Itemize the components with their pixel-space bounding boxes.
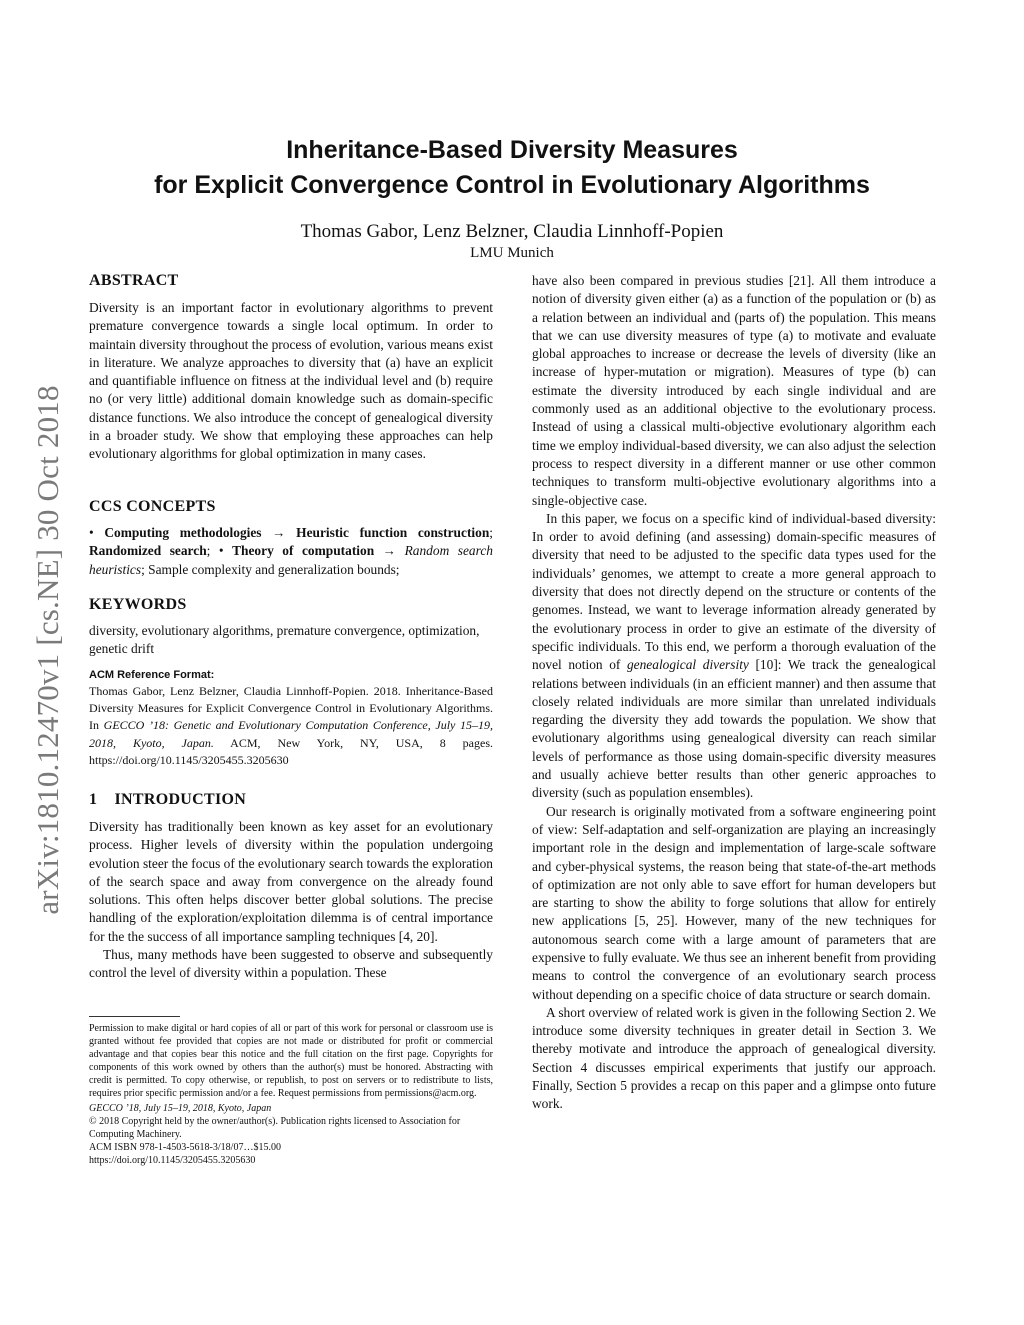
copyright-line: © 2018 Copyright held by the owner/author(s). Publication rights licensed to Association for Computing Machinery. [89, 1116, 461, 1140]
permission-text: Permission to make digital or hard copies of all or part of this work for personal or classroom use is granted without fee provided that copies are not made or distributed for profit or commercial advantage and that copies bear this notice and the full citation on the first page. Copyrights for components of this work owned by others than the author(s) must be honored. Abstracting with credit is permitted. To copy otherwise, or republish, to post on servers or to redistribute to lists, requires prior specific permission and/or a fee. Request permissions from permissions@acm.org. [89, 1023, 493, 1099]
acm-reference-label: ACM Reference Format: [89, 669, 215, 681]
affiliation: LMU Munich [470, 245, 554, 261]
arxiv-identifier: arXiv:1810.12470v1 [cs.NE] 30 Oct 2018 [30, 385, 65, 915]
abstract-text: Diversity is an important factor in evolutionary algorithms to prevent premature convergence towards a single local optimum. In order to maintain diversity throughout the process of evolution, various means exist in literature. We analyze approaches to diversity that (a) have an explicit and quantifiable influence on fitness at the individual level and (b) require no (or very little) additional domain knowledge such as domain-specific distance functions. We also introduce the concept of genealogical diversity in a broader study. We show that employing these approaches can help evolutionary algorithms for global optimization in many cases. [89, 300, 493, 462]
ccs-rest: ; Sample complexity and generalization bounds; [141, 561, 400, 577]
ccs-item-computing-methodologies: Computing methodologies → Heuristic function construction [104, 525, 490, 540]
acm-reference-venue: GECCO ’18: Genetic and Evolutionary Computation Conference, July 15–19, 2018, Kyoto, Japan. [89, 718, 494, 750]
ccs-bullet: • [218, 543, 233, 559]
ccs-separator: ; [206, 543, 219, 559]
introduction-paragraph-2: Thus, many methods have been suggested to observe and subsequently control the level of diversity within a population. These [89, 947, 493, 981]
author-list: Thomas Gabor, Lenz Belzner, Claudia Linnhoff-Popien [300, 221, 724, 242]
ccs-concepts-text [89, 524, 493, 579]
abstract-heading: ABSTRACT [89, 272, 179, 289]
acm-reference-section [89, 667, 493, 769]
doi-link[interactable]: https://doi.org/10.1145/3205455.3205630 [89, 1155, 256, 1166]
right-paragraph-1: have also been compared in previous studies [21]. All them introduce a notion of diversity given either (a) as a function of the population or (b) as a relation between an individual and (parts of) the population. This means that we can use diversity measures of type (a) to motivate and evaluate global approaches to increase or decrease the levels of diversity (like an increase of hyper-mutation or migration). Measures of type (b) can estimate the diversity introduced by each single individual and are commonly used as an additional objective to the evolutionary process. Instead of using a classical multi-objective evolutionary algorithm each time we employ individual-based diversity, we can also adjust the selection process to respect diversity in a different manner or use other common techniques to transform multi-objective evolutionary algorithms into a single-objective case. [532, 273, 936, 508]
right-paragraph-2-end: [10]: We track the genealogical relations between individuals (in an efficient manner) and then assume that closely related individuals are more similar than unrelated individuals regarding the diversity they add towards the population. We show that evolutionary algorithms using genealogical diversity can reach similar levels of performance as those using domain-specific diversity measures and usually achieve better results than other generic approaches to diversity (such as population ensembles). [532, 657, 936, 801]
acm-reference-authors: Thomas Gabor, Lenz Belzner, Claudia Linnhoff-Popien. 2018. Inheritance-Based Diversity Measures for Explicit Convergence Control in Evolutionary Algorithms. In [89, 684, 493, 733]
keywords-section [89, 595, 493, 659]
introduction-heading: 1 INTRODUCTION [89, 791, 247, 808]
ccs-heading: CCS CONCEPTS [89, 498, 216, 515]
acm-reference-text [89, 683, 493, 769]
title-line-2: for Explicit Convergence Control in Evolutionary Algorithms [154, 171, 870, 199]
genealogical-diversity-term: genealogical diversity [626, 657, 749, 673]
introduction-section [89, 790, 493, 983]
title-line-1: Inheritance-Based Diversity Measures [286, 136, 738, 164]
ccs-item-randomized-search: Randomized search [89, 543, 207, 559]
right-paragraph-2 [532, 510, 936, 803]
isbn-line: ACM ISBN 978-1-4503-5618-3/18/07…$15.00 [89, 1142, 281, 1153]
ccs-concepts-section [89, 497, 493, 579]
conference-line: GECCO ’18, July 15–19, 2018, Kyoto, Japan [89, 1103, 272, 1114]
ccs-bullet: • [89, 525, 105, 540]
abstract-section [89, 271, 493, 464]
ccs-arrow: → [374, 543, 405, 559]
right-column [532, 272, 936, 1114]
permission-notice [89, 1018, 493, 1167]
paper-title [0, 133, 1024, 203]
ccs-item-theory-of-computation: Theory of computation [232, 543, 375, 559]
keywords-heading: KEYWORDS [89, 596, 187, 613]
keywords-text: diversity, evolutionary algorithms, premature convergence, optimization, genetic drift [89, 623, 480, 657]
right-paragraph-2-start: In this paper, we focus on a specific kind of individual-based diversity: In order to avoid defining (and assessing) domain-specific measures of diversity that need to be adjusted to the specific data types used for the individuals’ genomes, we attempt to create a more general approach to diversity that does not directly depend on the structure or contents of the genomes. Instead, we want to leverage information already generated by the evolutionary process in order to give an estimate of the diversity of specific individuals. To this end, we perform a thorough evaluation of the novel notion of [532, 510, 936, 673]
introduction-paragraph-1: Diversity has traditionally been known as key asset for an evolutionary process. Higher levels of diversity within the population undergoing evolution steer the focus of the evolutionary search towards the exploration of the search space and away from convergence on the already found solutions. This often helps discover better global solutions. The precise handling of the exploration/exploitation dilemma is of central importance for the the success of all importance sampling techniques [4, 20]. [89, 819, 493, 944]
ccs-separator: ; [489, 525, 493, 540]
ccs-item-random-search-heuristics: Random search heuristics [89, 543, 493, 577]
acm-reference-publisher: ACM, New York, NY, USA, 8 pages. https://doi.org/10.1145/3205455.3205630 [89, 735, 493, 767]
right-paragraph-4: A short overview of related work is given in the following Section 2. We introduce some diversity techniques in greater detail in Section 3. We thereby motivate and introduce the approach of genealogical diversity. Section 4 discusses empirical experiments that justify our approach. Finally, Section 5 provides a recap on this paper and a glimpse onto future work. [532, 1004, 936, 1112]
footnote-divider [89, 1016, 180, 1017]
right-paragraph-3: Our research is originally motivated from a software engineering point of view: Self-adaptation and self-organization are playing an increasingly important role in the design and implementation of large-scale software and cyber-physical systems, the reason being that state-of-the-art methods of optimization are not only able to save effort for human developers but are starting to show the ability to forge solutions that allow for entirely new applications [5, 25]. However, many of the new techniques for autonomous search come with a large amount of parameters that are expensive to fully evaluate. We thus see an inherent benefit from providing means to control the convergence of an evolutionary search process without depending on a specific choice of data structure or search domain. [532, 803, 936, 1002]
